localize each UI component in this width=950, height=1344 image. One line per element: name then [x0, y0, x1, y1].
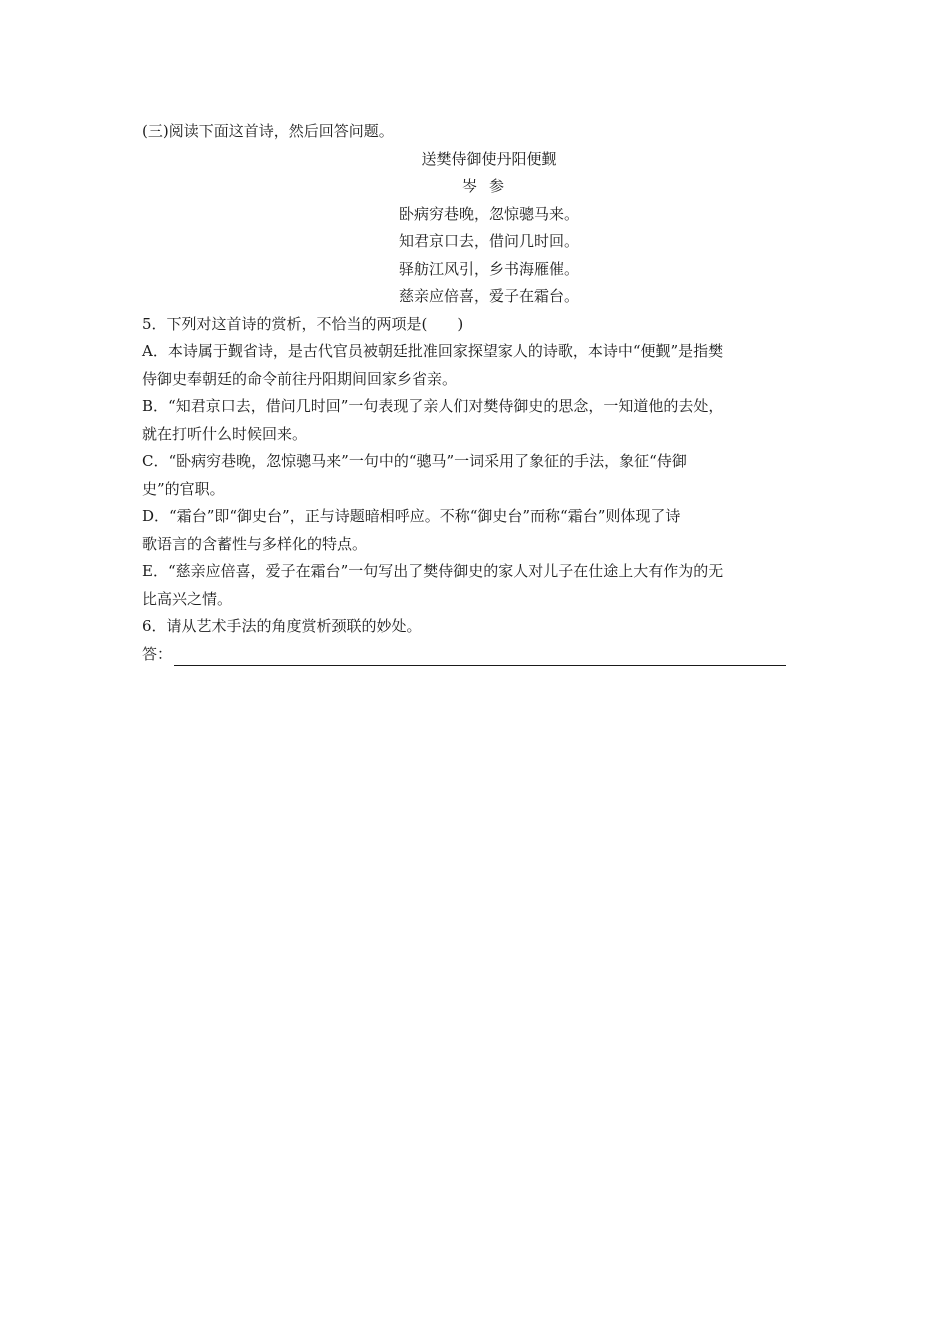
answer-label: 答：	[142, 644, 173, 663]
poem-line-2: 知君京口去，借问几时回。	[398, 232, 579, 250]
option-text: 本诗属于觐省诗，是古代官员被朝廷批准回家探望家人的诗歌，本诗中“便觐”是指樊	[167, 342, 724, 360]
option-label: B．	[142, 397, 169, 415]
option-text: “知君京口去，借问几时回”一句表现了亲人们对樊侍御史的思念，一知道他的去处，	[168, 397, 724, 415]
question-6-stem: 6．请从艺术手法的角度赏析颈联的妙处。	[142, 617, 422, 635]
option-d	[142, 503, 808, 558]
question-5	[142, 311, 808, 614]
option-text: “慈亲应倍喜，爱子在霜台”一句写出了樊侍御史的家人对儿子在仕途上大有作为的无	[167, 562, 724, 580]
option-label: C．	[142, 452, 169, 470]
poem	[142, 146, 808, 311]
answer-blank-line[interactable]	[174, 645, 786, 666]
poem-author: 岑参	[461, 177, 516, 195]
poem-line-1: 卧病穷巷晚，忽惊骢马来。	[398, 204, 579, 223]
poem-title: 送樊侍御使丹阳便觐	[421, 149, 557, 168]
option-b	[142, 393, 808, 448]
option-text: “霜台”即“御史台”，正与诗题暗相呼应。不称“御史台”而称“霜台”则体现了诗	[169, 507, 681, 525]
poem-line-4: 慈亲应倍喜，爱子在霜台。	[398, 287, 579, 305]
option-text-cont: 史”的官职。	[142, 479, 225, 498]
option-text-cont: 比高兴之情。	[142, 589, 233, 608]
poem-line-3: 驿舫江风引，乡书海雁催。	[398, 259, 579, 278]
section-intro: (三)阅读下面这首诗，然后回答问题。	[142, 122, 394, 140]
option-label: A．	[142, 342, 168, 360]
option-text-cont: 就在打听什么时候回来。	[142, 424, 308, 443]
option-text-cont: 歌语言的含蓄性与多样化的特点。	[142, 534, 368, 553]
option-label: D．	[142, 507, 170, 525]
option-label: E．	[142, 562, 168, 580]
option-text: “卧病穷巷晚，忽惊骢马来”一句中的“骢马”一词采用了象征的手法，象征“侍御	[168, 452, 687, 470]
option-text-cont: 侍御史奉朝廷的命令前往丹阳期间回家乡省亲。	[142, 369, 458, 388]
question-5-stem: 5．下列对这首诗的赏析，不恰当的两项是( )	[142, 314, 464, 333]
option-c	[142, 448, 808, 503]
exam-page	[142, 118, 808, 668]
option-e	[142, 558, 808, 613]
option-a	[142, 338, 808, 393]
question-6	[142, 613, 808, 668]
answer-row	[142, 641, 808, 669]
